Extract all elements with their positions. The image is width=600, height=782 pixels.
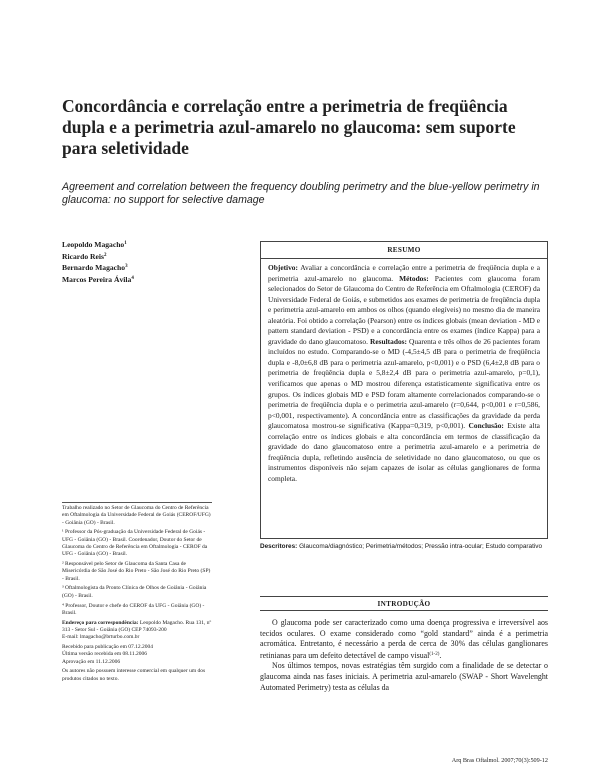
footnote: ¹ Professor da Pós-graduação da Universidade Federal de Goiás - UFG - Goiânia (GO) - Brasil. Coordenador, Doutor do Setor de Glaucoma do Centro de Referência em Oftalmologia - CEROF da UFG - Goiânia (GO) - Brasil. bbox=[62, 529, 208, 558]
introduction-heading: INTRODUÇÃO bbox=[260, 596, 548, 611]
article-subtitle-english: Agreement and correlation between the frequency doubling perimetry and the blue-yellow perimetry in glaucoma: no support for selective damage bbox=[62, 181, 540, 206]
conflict-statement: Os autores não possuem interesse comercial em qualquer um dos produtos citados no texto. bbox=[62, 668, 206, 682]
footnote: ⁴ Professor, Doutor e chefe do CEROF da UFG - Goiânia (GO) - Brasil. bbox=[62, 602, 205, 616]
abstract-text: Objetivo: Avaliar a concordância e correlação entre a perimetria de freqüência dupla e a perimetria azul-amarelo no glaucoma. Métodos: Pacientes com glaucoma foram selecionados do Setor de Glaucoma do Centro de Referência em Oftalmologia (CEROF) da Universidade Federal de Goiás, e submetidos aos exames de perimetria de freqüência dupla e perimetria azul-amarelo em ambos os olhos (quando elegíveis) no mesmo dia de maneira aleatória. Foi obtido a correlação (Pearson) entre os índices globais (mean deviation - MD e pattern standard deviation - PSD) e a concordância entre os exames (índice Kappa) para a gravidade do dano glaucomatoso. Resultados: Quarenta e três olhos de 26 pacientes foram incluídos no estudo. Comparando-se o MD (-4,5±4,5 dB para o perimetria de freqüência dupla e -8,0±6,8 dB para o perimetria azul-amarelo, p<0,001) e o PSD (6,4±2,8 dB para o perimetria de freqüência dupla e 5,8±2,4 dB para o perimetria azul-amarelo, p=0,1), verificamos que apenas o MD mostrou diferença estatisticamente significativa entre os grupos. Os índices globais MD e PSD foram altamente correlacionados comparando-se o perimetria de freqüência dupla e o perimetria azul-amarelo (r=0,644, p<0,001 e r=0,586, p<0,001, respectivamente). A concordância entre as classificações da gravidade da perda glaucomatosa mostrou-se significativa (Kappa=0,319, p<0,001). Conclusão: Existe alta correlação entre os índices globais e alta concordância em termos de classificação da gravidade do dano glaucomatoso entre a perimetria azul-amarelo e a perimetria de freqüência dupla, refletindo ausência de seletividade no dano glaucomatoso, ou que os instrumentos disponíveis não sejam capazes de isolar as células ganglionares de forma completa. bbox=[268, 263, 540, 483]
paragraph: Nos últimos tempos, novas estratégias têm surgido com a finalidade de se detectar o glaucoma ainda nas fases iniciais. A perimetria azul-amarelo (SWAP - Short Wavelenght Automated Perimetry) testa as células da bbox=[260, 661, 548, 692]
footnote: ² Responsável pelo Setor de Glaucoma da Santa Casa de Misericórdia de São José do Rio Preto - São José do Rio Preto (SP) - Brasil. bbox=[62, 561, 211, 582]
footnote-divider bbox=[62, 502, 212, 503]
keywords: Descritores: Glaucoma/diagnóstico; Perimetria/métodos; Pressão intra-ocular; Estudo comparativo bbox=[260, 543, 543, 550]
journal-citation: Arq Bras Oftalmol. 2007;70(3):509-12 bbox=[451, 757, 548, 764]
abstract-box bbox=[260, 241, 548, 539]
author-list bbox=[62, 239, 252, 285]
abstract-heading: RESUMO bbox=[261, 242, 547, 259]
footnotes bbox=[62, 502, 212, 686]
footnote: ³ Oftalmologista da Pronto Clínica de Olhos de Goiânia - Goiânia (GO) - Brasil. bbox=[62, 585, 207, 599]
author: Leopoldo Magacho$^1$ bbox=[62, 240, 127, 249]
article-title: Concordância e correlação entre a perimetria de freqüência dupla e a perimetria azul-amarelo no glaucoma: sem suporte para seletividade bbox=[62, 96, 516, 158]
introduction-text bbox=[260, 618, 548, 693]
author: Marcos Pereira Ávila$^4$ bbox=[62, 274, 134, 284]
footnote: Trabalho realizado no Setor de Glaucoma do Centro de Referência em Oftalmologia da Universidade Federal de Goiás (CEROF/UFG) - Goiânia (GO) - Brasil. bbox=[62, 505, 211, 526]
paragraph: O glaucoma pode ser caracterizado como uma doença progressiva e irreversível aos tecidos oculares. O exame considerado como “gold standard” ainda é a perimetria acromática. Entretanto, é necessário a perda de cerca de 30% das células ganglionares retinianas para um defeito detectável de campo visual$^{(1-2)}$. bbox=[260, 618, 548, 660]
author: Bernardo Magacho$^3$ bbox=[62, 263, 128, 272]
correspondence: Endereço para correspondência: Leopoldo Magacho. Rua 131, nº 313 - Setor Sul - Goiânia (GO) CEP 74093-200 E-mail: lmagacho@brturbo.com.br bbox=[62, 619, 212, 641]
dates: Recebido para publicação em 07.12.2004 Última versão recebida em 08.11.2006 Aprovação em 11.12.2006 bbox=[62, 644, 154, 665]
author: Ricardo Reis$^2$ bbox=[62, 251, 107, 261]
